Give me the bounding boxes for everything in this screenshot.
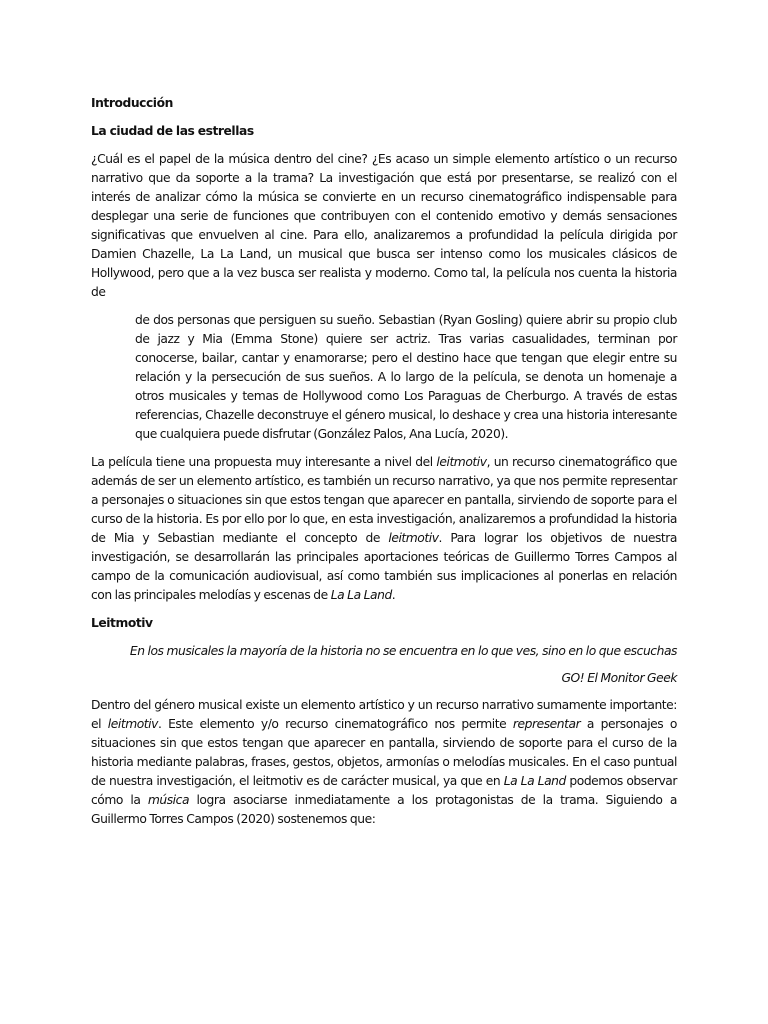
emphasis-film-title: La La Land: [503, 774, 566, 788]
text-run: logra asociarse inmediatamente a los protagonistas de la trama. Siguiendo a Guillermo Torres Campos (2020) sostenemos que:: [91, 793, 677, 826]
text-run: podemos observar cómo la: [91, 774, 677, 807]
block-quote: de dos personas que persiguen su sueño. Sebastian (Ryan Gosling) quiere abrir su propio club de jazz y Mia (Emma Stone) quiere ser actriz. Tras varias casualidades, terminan por conocerse, bailar, cantar y enamorarse; pero el destino hace que tengan que elegir entre su relación y la persecución de sus sueños. A lo largo de la película, se denota un homenaje a otros musicales y temas de Hollywood como Los Paraguas de Cherburgo. A través de estas referencias, Chazelle deconstruye el género musical, lo deshace y crea una historia interesante que cualquiera puede disfrutar (González Palos, Ana Lucía, 2020).: [135, 313, 677, 441]
leitmotiv-definition-paragraph: [91, 696, 677, 829]
leitmotiv-intro-paragraph: [91, 453, 677, 605]
intro-paragraph: ¿Cuál es el papel de la música dentro del cine? ¿Es acaso un simple elemento artístico o un recurso narrativo que da soporte a la trama? La investigación que está por presentarse, se realizó con el interés de analizar cómo la música se convierte en un recurso cinematográfico indispensable para desplegar una serie de funciones que contribuyen con el contenido emotivo y demás sensaciones significativas que envuelven al cine. Para ello, analizaremos a profundidad la película dirigida por Damien Chazelle, La La Land, un musical que busca ser intenso como los musicales clásicos de Hollywood, pero que a la vez busca ser realista y moderno. Como tal, la película nos cuenta la historia de: [91, 152, 677, 299]
emphasis-musica: música: [147, 793, 190, 807]
text-run: .: [391, 588, 396, 602]
heading-introduccion: Introducción: [91, 96, 173, 110]
text-run: . Este elemento y/o recurso cinematográfico nos permite: [157, 717, 513, 731]
document-page: [91, 94, 677, 838]
text-run: Dentro del género musical existe un elemento artístico y un recurso narrativo sumamente importante: el: [91, 698, 677, 731]
epigraph-source: GO! El Monitor Geek: [561, 671, 677, 685]
text-run: . Para lograr los objetivos de nuestra investigación, se desarrollarán las principales aportaciones teóricas de Guillermo Torres Campos al campo de la comunicación audiovisual, así como también sus implicaciones al ponerlas en relación con las principales melodías y escenas de: [91, 531, 677, 602]
epigraph-quote: En los musicales la mayoría de la historia no se encuentra en lo que ves, sino en lo que escuchas: [129, 644, 677, 658]
heading-leitmotiv: Leitmotiv: [91, 616, 153, 630]
heading-ciudad-estrellas: La ciudad de las estrellas: [91, 124, 254, 138]
text-run: La película tiene una propuesta muy interesante a nivel del: [91, 455, 437, 469]
emphasis-leitmotiv: leitmotiv: [107, 717, 158, 731]
text-run: , un recurso cinematográfico que además de ser un elemento artístico, es también un recurso narrativo, ya que nos permite representar a personajes o situaciones sin que estos tengan que aparecer en pantalla, sirviendo de soporte para el curso de la historia. Es por ello por lo que, en esta investigación, analizaremos a profundidad la historia de Mia y Sebastian mediante el concepto de: [91, 455, 677, 545]
emphasis-film-title: La La Land: [330, 588, 392, 602]
text-run: a personajes o situaciones sin que estos tengan que aparecer en pantalla, sirviendo de soporte para el curso de la historia mediante palabras, frases, gestos, objetos, armonías o melodías musicales. En el caso puntual de nuestra investigación, el leitmotiv es de carácter musical, ya que en: [91, 717, 677, 788]
emphasis-representar: representar: [512, 717, 581, 731]
emphasis-leitmotiv: leitmotiv: [436, 455, 487, 469]
emphasis-leitmotiv: leitmotiv: [388, 531, 439, 545]
